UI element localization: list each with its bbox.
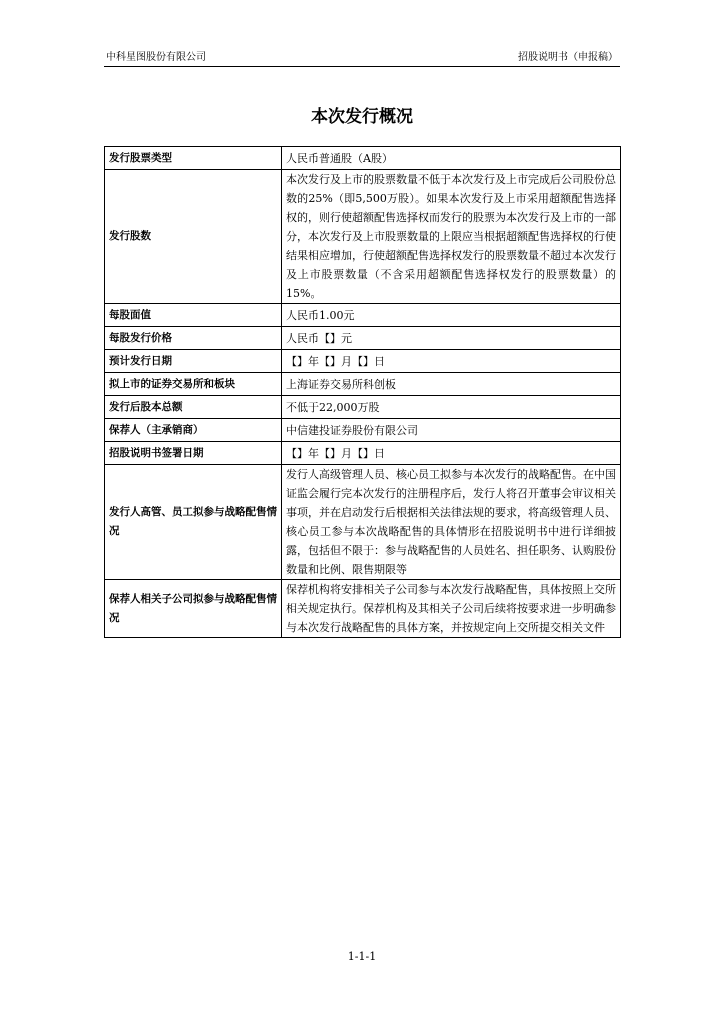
table-row: [105, 304, 621, 327]
row-value: 上海证券交易所科创板: [282, 373, 621, 396]
row-label: 发行后股本总额: [105, 396, 282, 419]
row-label: 发行股数: [105, 170, 282, 304]
row-value: 发行人高级管理人员、核心员工拟参与本次发行的战略配售。在中国证监会履行完本次发行的注册程序后，发行人将召开董事会审议相关事项，并在启动发行后根据相关法律法规的要求，将高级管理人员、核心员工参与本次战略配售的具体情形在招股说明书中进行详细披露，包括但不限于：参与战略配售的人员姓名、担任职务、认购股份数量和比例、限售期限等: [282, 465, 621, 580]
row-value: 人民币1.00元: [282, 304, 621, 327]
header-company: 中科星图股份有限公司: [106, 52, 206, 63]
row-value: 本次发行及上市的股票数量不低于本次发行及上市完成后公司股份总数的25%（即5,500万股）。如果本次发行及上市采用超额配售选择权的，则行使超额配售选择权而发行的股票为本次发行及上市的一部分，本次发行及上市股票数量的上限应当根据超额配售选择权的行使结果相应增加，行使超额配售选择权发行的股票数量不超过本次发行及上市股票数量（不含采用超额配售选择权发行的股票数量）的15%。: [282, 170, 621, 304]
row-label: 预计发行日期: [105, 350, 282, 373]
table-row: [105, 419, 621, 442]
row-label: 保荐人（主承销商）: [105, 419, 282, 442]
table-row: [105, 465, 621, 580]
table-row: [105, 170, 621, 304]
table-row: [105, 580, 621, 638]
page-number: 1-1-1: [347, 950, 377, 963]
header-doc-title: 招股说明书（申报稿）: [518, 52, 618, 63]
page-header: [106, 50, 618, 66]
offering-overview-table: [104, 146, 621, 638]
row-value: 中信建投证券股份有限公司: [282, 419, 621, 442]
table-row: [105, 396, 621, 419]
row-label: 发行股票类型: [105, 147, 282, 170]
row-value: 保荐机构将安排相关子公司参与本次发行战略配售，具体按照上交所相关规定执行。保荐机构及其相关子公司后续将按要求进一步明确参与本次发行战略配售的具体方案，并按规定向上交所提交相关文件: [282, 580, 621, 638]
row-label: 保荐人相关子公司拟参与战略配售情况: [105, 580, 282, 638]
row-value: 【】年【】月【】日: [282, 442, 621, 465]
row-label: 每股面值: [105, 304, 282, 327]
table-row: [105, 373, 621, 396]
row-label: 招股说明书签署日期: [105, 442, 282, 465]
row-value: 【】年【】月【】日: [282, 350, 621, 373]
table-row: [105, 350, 621, 373]
row-label: 每股发行价格: [105, 327, 282, 350]
row-label: 发行人高管、员工拟参与战略配售情况: [105, 465, 282, 580]
row-value: 人民币普通股（A股）: [282, 147, 621, 170]
row-value: 不低于22,000万股: [282, 396, 621, 419]
table-row: [105, 327, 621, 350]
table-row: [105, 147, 621, 170]
table-row: [105, 442, 621, 465]
header-divider: [104, 66, 620, 67]
page-title: 本次发行概况: [311, 107, 413, 127]
row-value: 人民币【】元: [282, 327, 621, 350]
row-label: 拟上市的证券交易所和板块: [105, 373, 282, 396]
